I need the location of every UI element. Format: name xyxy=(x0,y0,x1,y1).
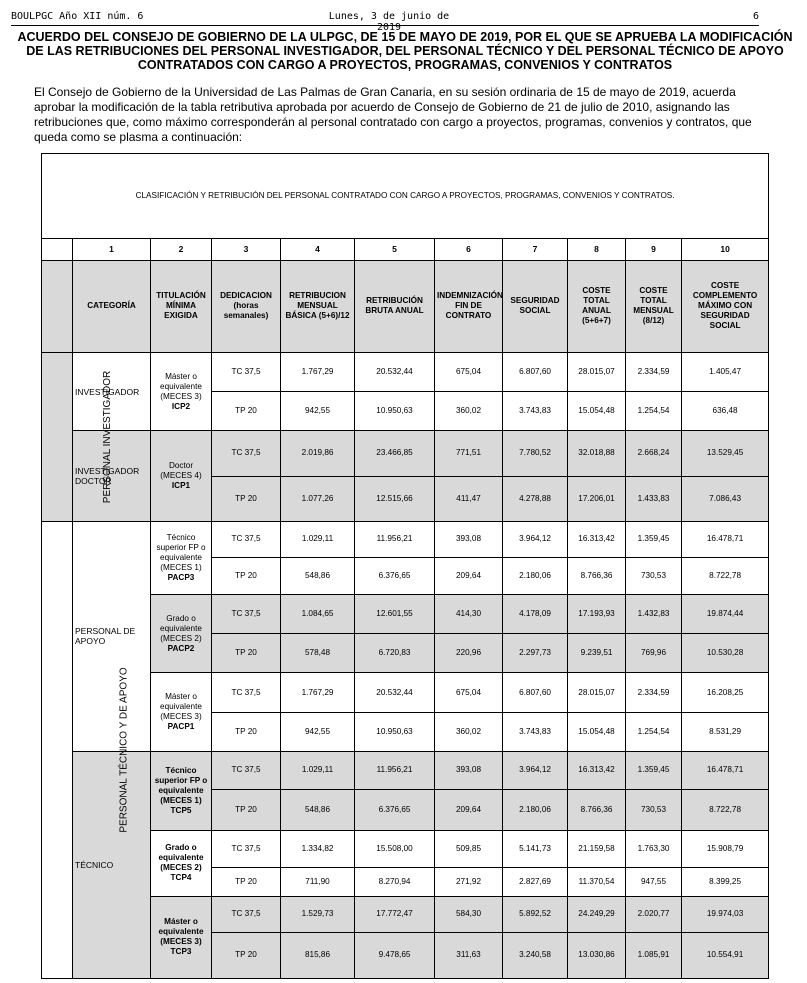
value-cell: 17.206,01 xyxy=(568,476,626,521)
value-cell: 548,86 xyxy=(281,790,355,831)
value-cell: 13.030,86 xyxy=(568,932,626,978)
column-header: RETRIBUCIÓN BRUTA ANUAL xyxy=(355,260,435,352)
dedicacion-cell: TC 37,5 xyxy=(212,431,281,476)
table-row xyxy=(42,896,769,932)
value-cell: 8.270,94 xyxy=(355,868,435,896)
dedicacion-cell: TC 37,5 xyxy=(212,521,281,557)
value-cell: 220,96 xyxy=(435,634,503,673)
value-cell: 584,30 xyxy=(435,896,503,932)
titulacion-code: ICP2 xyxy=(171,401,191,411)
dedicacion-cell: TC 37,5 xyxy=(212,595,281,634)
value-cell: 15.908,79 xyxy=(682,831,769,868)
titulacion-text: Doctor (MECES 4) xyxy=(160,461,202,481)
value-cell: 6.376,65 xyxy=(355,790,435,831)
titulacion-cell xyxy=(151,521,212,594)
value-cell: 28.015,07 xyxy=(568,352,626,391)
titulacion-code: TCP4 xyxy=(170,873,192,883)
value-cell: 815,86 xyxy=(281,932,355,978)
table-row xyxy=(42,521,769,557)
value-cell: 21.159,58 xyxy=(568,831,626,868)
value-cell: 16.478,71 xyxy=(682,751,769,789)
column-number: 5 xyxy=(355,239,435,260)
column-header: COSTE TOTAL MENSUAL (8/12) xyxy=(626,260,682,352)
titulacion-code: ICP1 xyxy=(171,481,191,491)
value-cell: 1.254,54 xyxy=(626,712,682,751)
value-cell: 12.515,66 xyxy=(355,476,435,521)
value-cell: 393,08 xyxy=(435,521,503,557)
column-header: SEGURIDAD SOCIAL xyxy=(503,260,568,352)
value-cell: 771,51 xyxy=(435,431,503,476)
value-cell: 1.529,73 xyxy=(281,896,355,932)
value-cell: 6.807,60 xyxy=(503,673,568,712)
dedicacion-cell: TC 37,5 xyxy=(212,896,281,932)
value-cell: 11.956,21 xyxy=(355,521,435,557)
value-cell: 548,86 xyxy=(281,557,355,594)
value-cell: 4.278,88 xyxy=(503,476,568,521)
value-cell: 636,48 xyxy=(682,392,769,431)
value-cell: 9.478,65 xyxy=(355,932,435,978)
value-cell: 1.254,54 xyxy=(626,392,682,431)
value-cell: 1.029,11 xyxy=(281,521,355,557)
value-cell: 6.720,83 xyxy=(355,634,435,673)
titulacion-code: PACP3 xyxy=(167,572,195,582)
staff-group-label: PERSONAL INVESTIGADOR xyxy=(102,370,114,504)
value-cell: 16.313,42 xyxy=(568,521,626,557)
value-cell: 10.950,63 xyxy=(355,392,435,431)
value-cell: 509,85 xyxy=(435,831,503,868)
dedicacion-cell: TC 37,5 xyxy=(212,673,281,712)
dedicacion-cell: TC 37,5 xyxy=(212,831,281,868)
value-cell: 1.767,29 xyxy=(281,352,355,391)
titulacion-text: Máster o equivalente (MECES 3) xyxy=(158,917,204,947)
column-number: 4 xyxy=(281,239,355,260)
value-cell: 2.668,24 xyxy=(626,431,682,476)
titulacion-text: Grado o equivalente (MECES 2) xyxy=(158,843,204,873)
titulacion-text: Grado o equivalente (MECES 2) xyxy=(160,613,202,643)
titulacion-cell xyxy=(151,751,212,830)
value-cell: 17.772,47 xyxy=(355,896,435,932)
document-title: ACUERDO DEL CONSEJO DE GOBIERNO DE LA ULPGC, DE 15 DE MAYO DE 2019, POR EL QUE SE APRUEBA LA MODIFICACIÓN DE LAS RETRIBUCIONES DEL PERSONAL INVESTIGADOR, DEL PERSONAL TÉCNICO Y DEL PERSONAL TÉCNICO DE APOYO CONTRATADOS CON CARGO A PROYECTOS, PROGRAMAS, CONVENIOS Y CONTRATOS xyxy=(17,30,793,72)
value-cell: 1.334,82 xyxy=(281,831,355,868)
dedicacion-cell: TP 20 xyxy=(212,868,281,896)
value-cell: 1.359,45 xyxy=(626,751,682,789)
value-cell: 3.964,12 xyxy=(503,751,568,789)
titulacion-text: Técnico superior FP o equivalente (MECES 1) xyxy=(156,532,206,572)
empty-corner-cell xyxy=(42,239,73,260)
value-cell: 414,30 xyxy=(435,595,503,634)
value-cell: 3.743,83 xyxy=(503,712,568,751)
value-cell: 2.180,06 xyxy=(503,790,568,831)
table-row xyxy=(42,831,769,868)
column-number: 9 xyxy=(626,239,682,260)
value-cell: 2.297,73 xyxy=(503,634,568,673)
category-cell: INVESTIGADOR DOCTOR xyxy=(73,431,151,521)
category-cell: INVESTIGADOR xyxy=(73,352,151,430)
value-cell: 24.249,29 xyxy=(568,896,626,932)
value-cell: 2.334,59 xyxy=(626,352,682,391)
titulacion-text: Máster o equivalente (MECES 3) xyxy=(160,692,202,722)
value-cell: 2.020,77 xyxy=(626,896,682,932)
category-cell: TÉCNICO xyxy=(73,751,151,978)
value-cell: 360,02 xyxy=(435,712,503,751)
value-cell: 411,47 xyxy=(435,476,503,521)
table-row xyxy=(42,673,769,712)
column-number: 3 xyxy=(212,239,281,260)
column-header: CATEGORÍA xyxy=(73,260,151,352)
value-cell: 8.531,29 xyxy=(682,712,769,751)
dedicacion-cell: TP 20 xyxy=(212,634,281,673)
titulacion-code: PACP2 xyxy=(167,643,195,653)
value-cell: 23.466,85 xyxy=(355,431,435,476)
value-cell: 769,96 xyxy=(626,634,682,673)
value-cell: 7.086,43 xyxy=(682,476,769,521)
value-cell: 5.141,73 xyxy=(503,831,568,868)
value-cell: 1.767,29 xyxy=(281,673,355,712)
value-cell: 3.964,12 xyxy=(503,521,568,557)
value-cell: 17.193,93 xyxy=(568,595,626,634)
column-number: 1 xyxy=(73,239,151,260)
value-cell: 2.334,59 xyxy=(626,673,682,712)
value-cell: 675,04 xyxy=(435,352,503,391)
empty-header-cell xyxy=(42,260,73,352)
value-cell: 1.432,83 xyxy=(626,595,682,634)
table-row xyxy=(42,431,769,476)
value-cell: 4.178,09 xyxy=(503,595,568,634)
value-cell: 8.399,25 xyxy=(682,868,769,896)
titulacion-code: PACP1 xyxy=(167,722,195,732)
table-row xyxy=(42,751,769,789)
value-cell: 271,92 xyxy=(435,868,503,896)
value-cell: 3.240,58 xyxy=(503,932,568,978)
value-cell: 1.359,45 xyxy=(626,521,682,557)
value-cell: 1.029,11 xyxy=(281,751,355,789)
value-cell: 311,63 xyxy=(435,932,503,978)
dedicacion-cell: TP 20 xyxy=(212,790,281,831)
value-cell: 6.376,65 xyxy=(355,557,435,594)
column-header: COSTE COMPLEMENTO MÁXIMO CON SEGURIDAD SOCIAL xyxy=(682,260,769,352)
column-header: COSTE TOTAL ANUAL (5+6+7) xyxy=(568,260,626,352)
value-cell: 1.433,83 xyxy=(626,476,682,521)
value-cell: 942,55 xyxy=(281,392,355,431)
column-number: 7 xyxy=(503,239,568,260)
dedicacion-cell: TC 37,5 xyxy=(212,751,281,789)
value-cell: 578,48 xyxy=(281,634,355,673)
value-cell: 8.766,36 xyxy=(568,557,626,594)
value-cell: 15.508,00 xyxy=(355,831,435,868)
value-cell: 947,55 xyxy=(626,868,682,896)
value-cell: 1.405,47 xyxy=(682,352,769,391)
value-cell: 16.208,25 xyxy=(682,673,769,712)
titulacion-cell xyxy=(151,431,212,521)
value-cell: 10.554,91 xyxy=(682,932,769,978)
value-cell: 942,55 xyxy=(281,712,355,751)
dedicacion-cell: TP 20 xyxy=(212,476,281,521)
value-cell: 360,02 xyxy=(435,392,503,431)
value-cell: 32.018,88 xyxy=(568,431,626,476)
value-cell: 13.529,45 xyxy=(682,431,769,476)
column-header: INDEMNIZACIÓN FIN DE CONTRATO xyxy=(435,260,503,352)
table-row xyxy=(42,595,769,634)
table-row xyxy=(42,352,769,391)
value-cell: 10.950,63 xyxy=(355,712,435,751)
value-cell: 11.370,54 xyxy=(568,868,626,896)
value-cell: 1.084,65 xyxy=(281,595,355,634)
category-cell: PERSONAL DE APOYO xyxy=(73,521,151,751)
value-cell: 19.874,44 xyxy=(682,595,769,634)
value-cell: 20.532,44 xyxy=(355,673,435,712)
titulacion-code: TCP5 xyxy=(170,806,192,816)
value-cell: 8.722,78 xyxy=(682,790,769,831)
titulacion-text: Técnico superior FP o equivalente (MECES 1) xyxy=(154,766,208,806)
header-rule xyxy=(11,25,759,26)
dedicacion-cell: TP 20 xyxy=(212,392,281,431)
dedicacion-cell: TP 20 xyxy=(212,932,281,978)
dedicacion-cell: TP 20 xyxy=(212,712,281,751)
value-cell: 16.478,71 xyxy=(682,521,769,557)
intro-paragraph: El Consejo de Gobierno de la Universidad de Las Palmas de Gran Canaria, en su sesión ordinaria de 15 de mayo de 2019, acuerda aprobar la modificación de la tabla retributiva aprobada por acuerdo de Consejo de Gobierno de 21 de julio de 2010, asignando las retribuciones que, como máximo corresponderán al personal contratado con cargo a proyectos, programas, convenios y contratos, que queda como se plasma a continuación: xyxy=(34,85,752,144)
bulletin-name: BOULPGC Año XII núm. 6 xyxy=(11,11,144,22)
dedicacion-cell: TP 20 xyxy=(212,557,281,594)
value-cell: 10.530,28 xyxy=(682,634,769,673)
titulacion-cell xyxy=(151,352,212,430)
titulacion-cell xyxy=(151,673,212,751)
column-header: RETRIBUCION MENSUAL BÁSICA (5+6)/12 xyxy=(281,260,355,352)
value-cell: 1.077,26 xyxy=(281,476,355,521)
value-cell: 16.313,42 xyxy=(568,751,626,789)
titulacion-cell xyxy=(151,595,212,673)
page-number: 6 xyxy=(752,11,759,22)
value-cell: 5.892,52 xyxy=(503,896,568,932)
value-cell: 2.180,06 xyxy=(503,557,568,594)
value-cell: 20.532,44 xyxy=(355,352,435,391)
value-cell: 2.019,86 xyxy=(281,431,355,476)
column-number: 2 xyxy=(151,239,212,260)
value-cell: 12.601,55 xyxy=(355,595,435,634)
salary-table xyxy=(41,153,769,979)
value-cell: 1.085,91 xyxy=(626,932,682,978)
staff-group-label: PERSONAL TÉCNICO Y DE APOYO xyxy=(118,667,130,833)
value-cell: 730,53 xyxy=(626,790,682,831)
value-cell: 2.827,69 xyxy=(503,868,568,896)
value-cell: 393,08 xyxy=(435,751,503,789)
value-cell: 8.722,78 xyxy=(682,557,769,594)
titulacion-code: TCP3 xyxy=(170,947,192,957)
value-cell: 1.763,30 xyxy=(626,831,682,868)
column-header: TITULACIÓN MÍNIMA EXIGIDA xyxy=(151,260,212,352)
value-cell: 209,64 xyxy=(435,790,503,831)
value-cell: 8.766,36 xyxy=(568,790,626,831)
value-cell: 711,90 xyxy=(281,868,355,896)
titulacion-cell xyxy=(151,896,212,979)
value-cell: 209,64 xyxy=(435,557,503,594)
table-caption: CLASIFICACIÓN Y RETRIBUCIÓN DEL PERSONAL CONTRATADO CON CARGO A PROYECTOS, PROGRAMAS, CONVENIOS Y CONTRATOS. xyxy=(42,154,769,239)
column-number: 6 xyxy=(435,239,503,260)
value-cell: 675,04 xyxy=(435,673,503,712)
titulacion-text: Máster o equivalente (MECES 3) xyxy=(160,371,202,401)
value-cell: 3.743,83 xyxy=(503,392,568,431)
value-cell: 15.054,48 xyxy=(568,712,626,751)
value-cell: 28.015,07 xyxy=(568,673,626,712)
titulacion-cell xyxy=(151,831,212,896)
column-number: 8 xyxy=(568,239,626,260)
value-cell: 15.054,48 xyxy=(568,392,626,431)
value-cell: 6.807,60 xyxy=(503,352,568,391)
dedicacion-cell: TC 37,5 xyxy=(212,352,281,391)
value-cell: 730,53 xyxy=(626,557,682,594)
column-header: DEDICACION (horas semanales) xyxy=(212,260,281,352)
column-number: 10 xyxy=(682,239,769,260)
bulletin-date: Lunes, 3 de junio de 2019 xyxy=(328,11,450,33)
value-cell: 19.974,03 xyxy=(682,896,769,932)
value-cell: 7.780,52 xyxy=(503,431,568,476)
value-cell: 9.239,51 xyxy=(568,634,626,673)
value-cell: 11.956,21 xyxy=(355,751,435,789)
